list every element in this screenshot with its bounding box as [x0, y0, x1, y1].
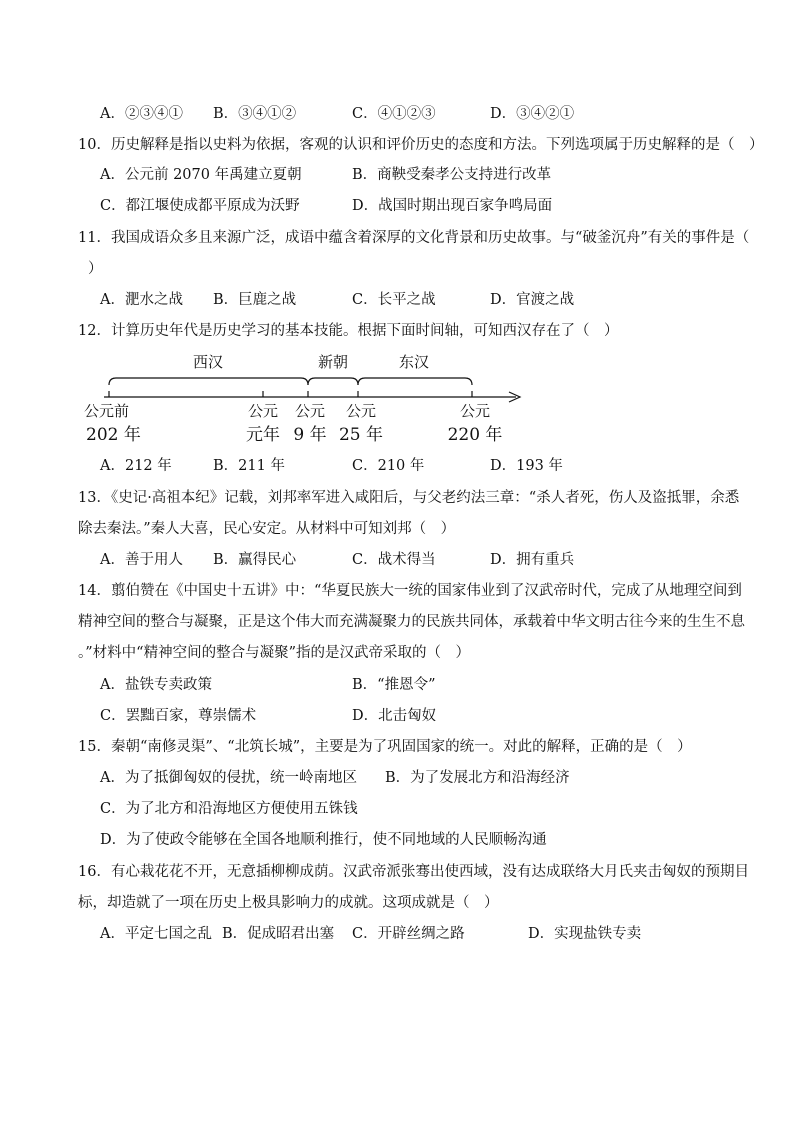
q9-option-a: A．②③④①: [100, 106, 183, 122]
q15-option-a: A．为了抵御匈奴的侵扰，统一岭南地区: [100, 770, 357, 786]
period-label-xin: 新朝: [317, 353, 349, 371]
q14-option-b: B．“推恩令”: [352, 677, 436, 693]
q11-option-c: C．长平之战: [352, 292, 436, 308]
q13-option-d: D．拥有重兵: [490, 552, 575, 568]
q10-stem: 10．历史解释是指以史料为依据，客观的认识和评价历史的态度和方法。下列选项属于历史解释的是（ ）: [78, 137, 764, 153]
q9-option-b: B．③④①②: [213, 106, 297, 122]
q16-stem-cont: 标，却造就了一项在历史上极具影响力的成就。这项成就是（ ）: [78, 895, 499, 911]
date-202bc-top: 公元前: [84, 402, 130, 420]
q14-option-c: C．罢黜百家，尊崇儒术: [100, 708, 257, 724]
q16-stem: 16．有心栽花花不开，无意插柳柳成荫。汉武帝派张骞出使西域，没有达成联络大月氏夹击匈奴的预期目: [78, 864, 749, 880]
date-ad220-bottom: 220 年: [447, 425, 503, 445]
q12-option-c: C．210 年: [352, 458, 425, 474]
q13-stem-cont: 除去秦法。”秦人大喜，民心安定。从材料中可知刘邦（ ）: [78, 521, 456, 537]
q10-option-a: A．公元前 2070 年禹建立夏朝: [100, 167, 302, 183]
timeline-diagram: [76, 348, 526, 448]
q11-stem: 11．我国成语众多且来源广泛，成语中蕴含着深厚的文化背景和历史故事。与“破釜沉舟”有关的事件是（: [78, 230, 750, 246]
q10-option-b: B．商鞅受秦孝公支持进行改革: [352, 167, 552, 183]
q14-option-a: A．盐铁专卖政策: [100, 677, 212, 693]
q10-option-d: D．战国时期出现百家争鸣局面: [352, 198, 553, 214]
q13-option-a: A．善于用人: [100, 552, 183, 568]
q11-option-b: B．巨鹿之战: [213, 292, 297, 308]
q16-option-b: B．促成昭君出塞: [222, 926, 335, 942]
q11-option-d: D．官渡之战: [490, 292, 575, 308]
date-ad220-top: 公元: [459, 402, 491, 420]
period-label-eastern-han: 东汉: [398, 353, 430, 371]
q9-option-c: C．④①②③: [352, 106, 436, 122]
q10-option-c: C．都江堰使成都平原成为沃野: [100, 198, 300, 214]
q13-option-b: B．赢得民心: [213, 552, 297, 568]
period-label-western-han: 西汉: [192, 353, 224, 371]
date-ad9-top: 公元: [294, 402, 326, 420]
q11-option-a: A．淝水之战: [100, 292, 183, 308]
q14-stem-cont-1: 精神空间的整合与凝聚，正是这个伟大而充满凝聚力的民族共同体，承载着中华文明古往今来的生生不息: [78, 614, 745, 630]
date-ad25-top: 公元: [345, 402, 377, 420]
q12-stem: 12．计算历史年代是历史学习的基本技能。根据下面时间轴，可知西汉存在了（ ）: [78, 323, 619, 339]
xin-brace: [308, 378, 358, 385]
q15-stem: 15．秦朝“南修灵渠”、“北筑长城”，主要是为了巩固国家的统一。对此的解释，正确的是（ ）: [78, 739, 692, 755]
q11-stem-cont: ）: [88, 261, 103, 277]
q9-option-d: D．③④②①: [490, 106, 575, 122]
q15-option-c: C．为了北方和沿海地区方便使用五铢钱: [100, 801, 358, 817]
q16-option-d: D．实现盐铁专卖: [528, 926, 642, 942]
q12-option-b: B．211 年: [213, 458, 285, 474]
eastern-han-brace: [358, 378, 472, 385]
q16-option-a: A．平定七国之乱: [100, 926, 212, 942]
q13-option-c: C．战术得当: [352, 552, 436, 568]
q15-option-d: D．为了使政令能够在全国各地顺利推行，使不同地域的人民顺畅沟通: [100, 832, 547, 848]
q13-stem: 13．《史记·高祖本纪》记载，刘邦率军进入咸阳后，与父老约法三章：“杀人者死，伤人及盗抵罪，余悉: [78, 490, 740, 506]
q12-option-d: D．193 年: [490, 458, 563, 474]
date-ad25-bottom: 25 年: [338, 425, 384, 445]
date-ad9-bottom: 9 年: [293, 425, 327, 445]
western-han-brace: [109, 378, 308, 385]
q14-stem: 14．翦伯赞在《中国史十五讲》中：“华夏民族大一统的国家伟业到了汉武帝时代，完成了从地理空间到: [78, 583, 742, 599]
q14-stem-cont-2: 。”材料中“精神空间的整合与凝聚”指的是汉武帝采取的（ ）: [78, 645, 470, 661]
date-ad1-bottom: 元年: [246, 425, 280, 445]
q12-option-a: A．212 年: [100, 458, 172, 474]
date-ad1-top: 公元: [247, 402, 279, 420]
q14-option-d: D．北击匈奴: [352, 708, 437, 724]
date-202bc-bottom: 202 年: [86, 425, 141, 445]
q16-option-c: C．开辟丝绸之路: [352, 926, 465, 942]
q15-option-b: B．为了发展北方和沿海经济: [385, 770, 570, 786]
